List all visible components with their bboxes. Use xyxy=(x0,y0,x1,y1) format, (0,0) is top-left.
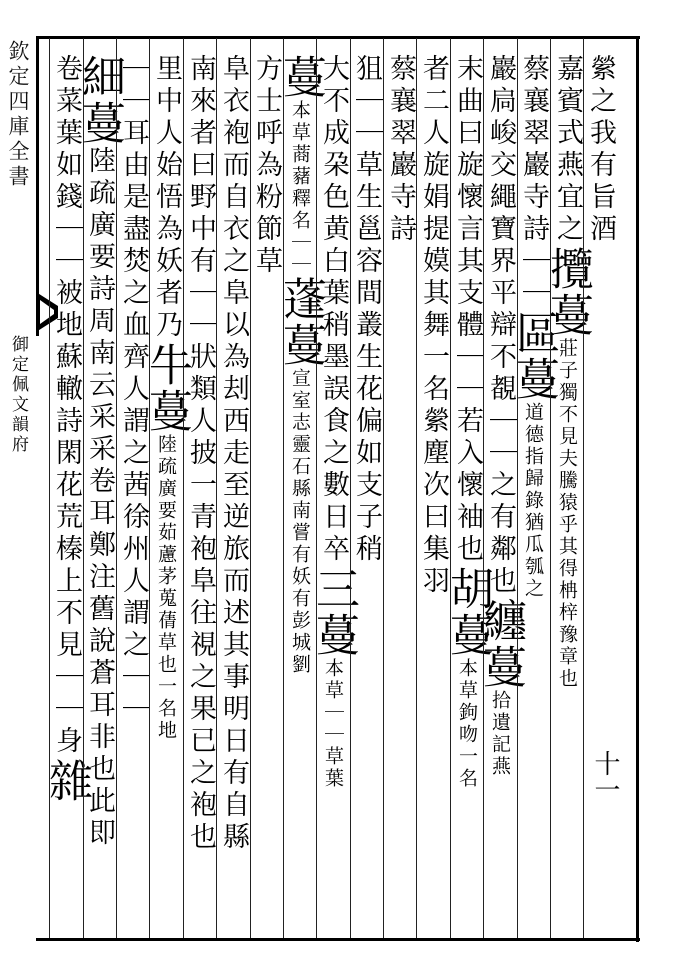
border-right xyxy=(636,36,639,942)
margin-subtitle: 御定佩文韻府 xyxy=(8,335,28,455)
column-rule xyxy=(83,38,84,938)
entry-heading: 攬蔓 xyxy=(542,246,593,338)
body-text: ｜｜耳由是盡焚之 xyxy=(118,54,149,310)
body-text: 嘉賓式燕宜之 xyxy=(552,54,583,246)
entry-heading: 細蔓 xyxy=(74,54,125,146)
text-column xyxy=(113,54,153,726)
column-rule xyxy=(283,38,284,938)
text-column xyxy=(275,54,326,676)
annotation-text: 道德指歸錄猶瓜瓠之 xyxy=(522,402,544,600)
entry-heading: 區蔓 xyxy=(508,310,559,402)
annotation-text: 本草鉤吻一名 xyxy=(456,658,478,790)
body-text: 末曲曰旋懷言其支體｜｜若入懷袖也 xyxy=(452,54,483,566)
column-rule xyxy=(383,38,384,938)
column-rule xyxy=(450,38,451,938)
column-rule xyxy=(49,38,50,938)
body-text: 巖扃峻交繩寶界平 xyxy=(485,54,516,310)
annotation-text: 宣室志靈石縣南嘗有妖有彭城劉 xyxy=(289,368,311,676)
body-text: 大不成朶色黄白葉稍墨誤食之數日卒 xyxy=(318,54,349,566)
body-text: 方士呼為粉節草 xyxy=(251,54,282,278)
page-number: 十一 xyxy=(590,750,620,802)
body-text: 血齊人謂之茜徐州人謂之｜｜ xyxy=(118,310,149,726)
entry-heading: 胡蔓 xyxy=(442,566,493,658)
body-text: 辯不覩｜｜之有鄰也 xyxy=(485,310,516,598)
column-rule xyxy=(250,38,251,938)
border-left xyxy=(36,36,39,336)
annotation-text: 本草｜｜草葉 xyxy=(322,658,344,790)
text-column xyxy=(380,54,420,246)
body-text: 狙｜｜草生邕容間叢生花偏如支子稍 xyxy=(351,54,382,566)
body-text: 縈之我有旨酒 xyxy=(585,54,616,246)
column-rule xyxy=(350,38,351,938)
column-rule xyxy=(216,38,217,938)
entry-heading: 纏蔓 xyxy=(475,598,526,690)
entry-heading: 蓬蔓 xyxy=(275,276,326,368)
body-text: 者二人旋娟提嫫其舞一名縈塵次曰集羽 xyxy=(418,54,449,598)
body-text: 蔡襄翠巖寺詩｜｜ xyxy=(518,54,549,310)
border-bottom xyxy=(36,938,640,941)
text-column xyxy=(180,54,220,854)
body-text: 陸疏廣要詩周南云采采卷耳鄭注舊說蒼耳非也此即 xyxy=(84,146,115,850)
column-rule xyxy=(116,38,117,938)
annotation-text: 陸疏廣要茹藘茅蒐蒨草也一名地 xyxy=(155,434,177,742)
column-rule xyxy=(550,38,551,938)
body-text: 阜衣袍而自衣之阜以為刦西走至逆旅而述其事明日有自縣 xyxy=(218,54,249,854)
column-rule xyxy=(183,38,184,938)
entry-heading: 蔓 xyxy=(275,54,326,100)
column-rule xyxy=(583,38,584,938)
column-rule xyxy=(483,38,484,938)
entry-heading: 雜 xyxy=(41,758,92,804)
body-text: 里中人始悟為妖者乃 xyxy=(151,54,182,342)
annotation-text: 拾遺記燕 xyxy=(489,690,511,778)
entry-heading: 牛蔓 xyxy=(141,342,192,434)
column-rule xyxy=(416,38,417,938)
body-text: 南來者曰野中有｜｜狀類人披一青袍阜往視之果已之袍也 xyxy=(185,54,216,854)
body-text: 卷菜葉如錢｜｜被地蘇轍詩閑花荒榛上不見｜｜身 xyxy=(51,54,82,758)
text-column xyxy=(41,54,92,804)
column-rule xyxy=(316,38,317,938)
text-column xyxy=(442,54,493,790)
column-rule xyxy=(149,38,150,938)
body-text: 蔡襄翠巖寺詩 xyxy=(385,54,416,246)
annotation-text: 莊子獨不見夫騰猿乎其得柟梓豫章也 xyxy=(556,338,578,690)
margin-book-title: 欽定四庫全書 xyxy=(6,40,30,190)
column-rule xyxy=(517,38,518,938)
entry-heading: 三蔓 xyxy=(308,566,359,658)
annotation-text: 本草蔏藸釋名｜｜ xyxy=(289,100,311,276)
